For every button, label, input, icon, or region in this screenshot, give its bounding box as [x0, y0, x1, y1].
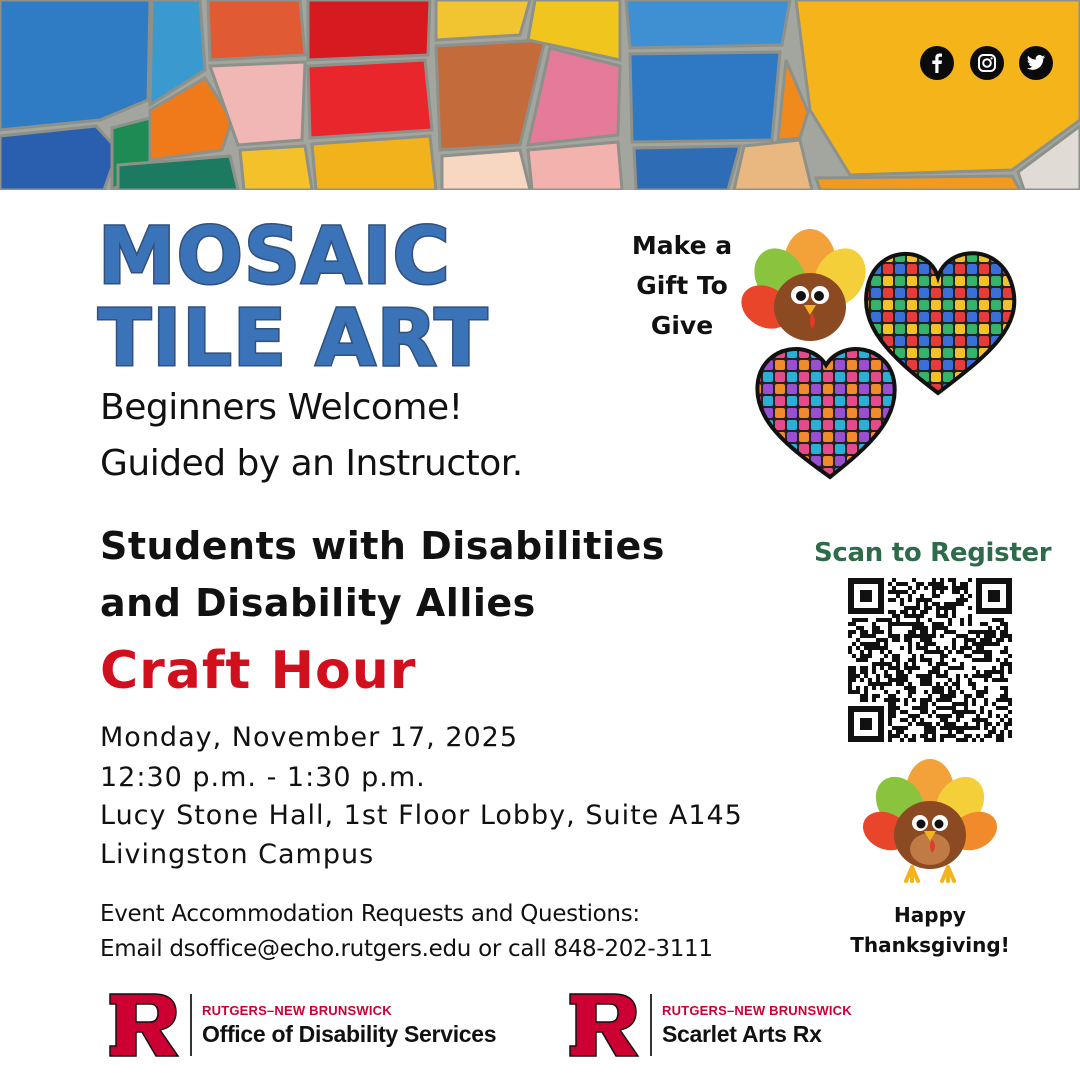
event-location: Lucy Stone Hall, 1st Floor Lobby, Suite A145	[100, 800, 743, 831]
gift-line-2: Gift To	[636, 271, 728, 300]
facebook-icon[interactable]	[920, 46, 954, 80]
mosaic-banner	[0, 0, 1080, 190]
turkey-1	[738, 229, 876, 341]
title-line-2: TILE ART	[98, 294, 489, 384]
thanksgiving-line-1: Happy	[894, 903, 966, 927]
turkey-hearts-illustration	[738, 215, 1038, 485]
event-date: Monday, November 17, 2025	[100, 722, 519, 753]
event-name: Craft Hour	[100, 641, 417, 701]
logo-divider	[190, 994, 192, 1056]
audience-line-1: Students with Disabilities	[100, 524, 665, 568]
scarlet-arts-rx-logo[interactable]	[568, 990, 852, 1060]
gift-line-3: Give	[650, 311, 714, 340]
event-campus: Livingston Campus	[100, 839, 375, 870]
scan-to-register-label: Scan to Register	[814, 538, 1052, 568]
thanksgiving-greeting	[840, 900, 1020, 960]
logo-divider	[650, 994, 652, 1056]
twitter-icon[interactable]	[1019, 46, 1053, 80]
office-of-disability-services-logo[interactable]	[108, 990, 496, 1060]
rutgers-r-logo	[568, 992, 640, 1058]
subtitle-line-1: Beginners Welcome!	[100, 387, 463, 428]
rutgers-r-logo	[108, 992, 180, 1058]
logo-top-text: RUTGERS–NEW BRUNSWICK	[662, 1002, 852, 1018]
gift-callout	[612, 226, 752, 346]
gift-line-1: Make a	[631, 231, 733, 260]
mosaic-heart-2	[757, 349, 894, 477]
contact-heading: Event Accommodation Requests and Questions:	[100, 901, 640, 927]
turkey-icon	[862, 755, 998, 885]
registration-qr-code[interactable]	[848, 578, 1012, 742]
instagram-icon[interactable]	[970, 46, 1004, 80]
event-time: 12:30 p.m. - 1:30 p.m.	[100, 762, 426, 793]
title-line-1: MOSAIC	[98, 212, 451, 302]
audience-line-2: and Disability Allies	[100, 581, 536, 625]
logo-bottom-text: Scarlet Arts Rx	[662, 1020, 822, 1047]
logo-top-text: RUTGERS–NEW BRUNSWICK	[202, 1002, 392, 1018]
mosaic-banner-image	[0, 0, 1080, 190]
subtitle-line-2: Guided by an Instructor.	[100, 443, 523, 484]
logo-bottom-text: Office of Disability Services	[202, 1020, 497, 1047]
contact-details[interactable]: Email dsoffice@echo.rutgers.edu or call 848-202-3111	[100, 936, 713, 962]
thanksgiving-line-2: Thanksgiving!	[850, 933, 1010, 957]
